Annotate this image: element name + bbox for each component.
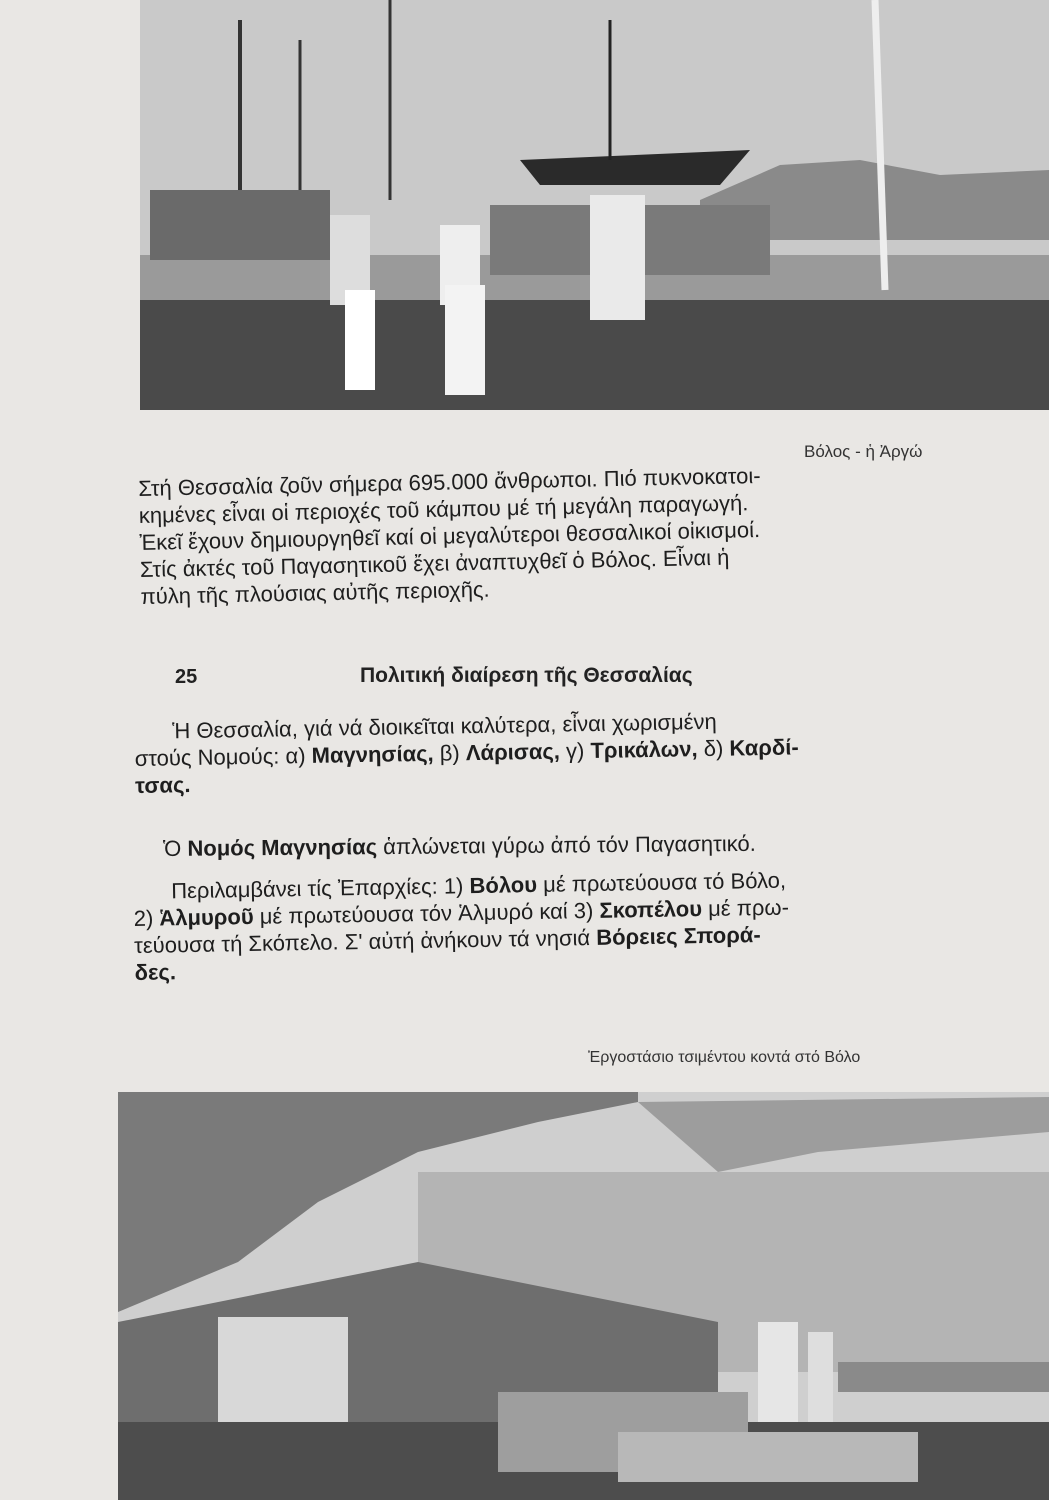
volos-argo-illustration (140, 0, 1049, 410)
cement-factory-illustration (118, 1092, 1049, 1500)
provinces-paragraph (133, 867, 790, 986)
cement-factory-photo (118, 1092, 1049, 1500)
division-line-3: τσας. (134, 772, 191, 798)
division-paragraph (134, 706, 799, 799)
provinces-line-1: Περιλαμβάνει τίς Ἐπαρχίες: 1) Βόλου μέ πρωτεύουσα τό Βόλο, (171, 867, 787, 904)
intro-line: Στίς ἀκτές τοῦ Παγασητικοῦ ἔχει ἀναπτυχθεῖ ὁ Βόλος. Εἶναι ἡ (139, 544, 730, 582)
magnesia-paragraph (163, 830, 756, 862)
division-line-2: στούς Νομούς: α) Μαγνησίας, β) Λάρισας, γ) Τρικάλων, δ) Καρδί- (134, 734, 799, 771)
intro-paragraph (138, 462, 763, 610)
intro-line: πύλη τῆς πλούσιας αὐτῆς περιοχῆς. (140, 576, 490, 609)
provinces-line-4: δες. (134, 959, 177, 985)
intro-line: Ἐκεῖ ἔχουν δημιουργηθεῖ καί οἱ μεγαλύτεροι θεσσαλικοί οἰκισμοί. (139, 516, 761, 555)
top-photo-caption: Βόλος - ἡ Ἀργώ (804, 442, 923, 461)
section-heading: Πολιτική διαίρεση τῆς Θεσσαλίας (360, 664, 693, 687)
provinces-line-2: 2) Ἁλμυροῦ μέ πρωτεύουσα τόν Ἁλμυρό καί 3) Σκοπέλου μέ πρω- (133, 894, 790, 931)
magnesia-line: Ὁ Νομός Μαγνησίας ἁπλώνεται γύρω ἀπό τόν Παγασητικό. (163, 830, 756, 861)
bottom-photo-caption: Ἐργοστάσιο τσιμέντου κοντά στό Βόλο (588, 1049, 861, 1066)
volos-argo-photo (140, 0, 1049, 410)
intro-line: Στή Θεσσαλία ζοῦν σήμερα 695.000 ἄνθρωποι. Πιό πυκνοκατοι- (138, 462, 761, 501)
provinces-line-3: τεύουσα τή Σκόπελο. Σ' αὐτή ἀνήκουν τά νησιά Βόρειες Σπορά- (133, 922, 761, 958)
section-number: 25 (175, 666, 198, 688)
division-line-1: Ἡ Θεσσαλία, γιά νά διοικεῖται καλύτερα, εἶναι χωρισμένη (172, 708, 717, 744)
intro-line: κημένες εἶναι οἱ περιοχές τοῦ κάμπου μέ τή μεγάλη παραγωγή. (138, 490, 749, 528)
